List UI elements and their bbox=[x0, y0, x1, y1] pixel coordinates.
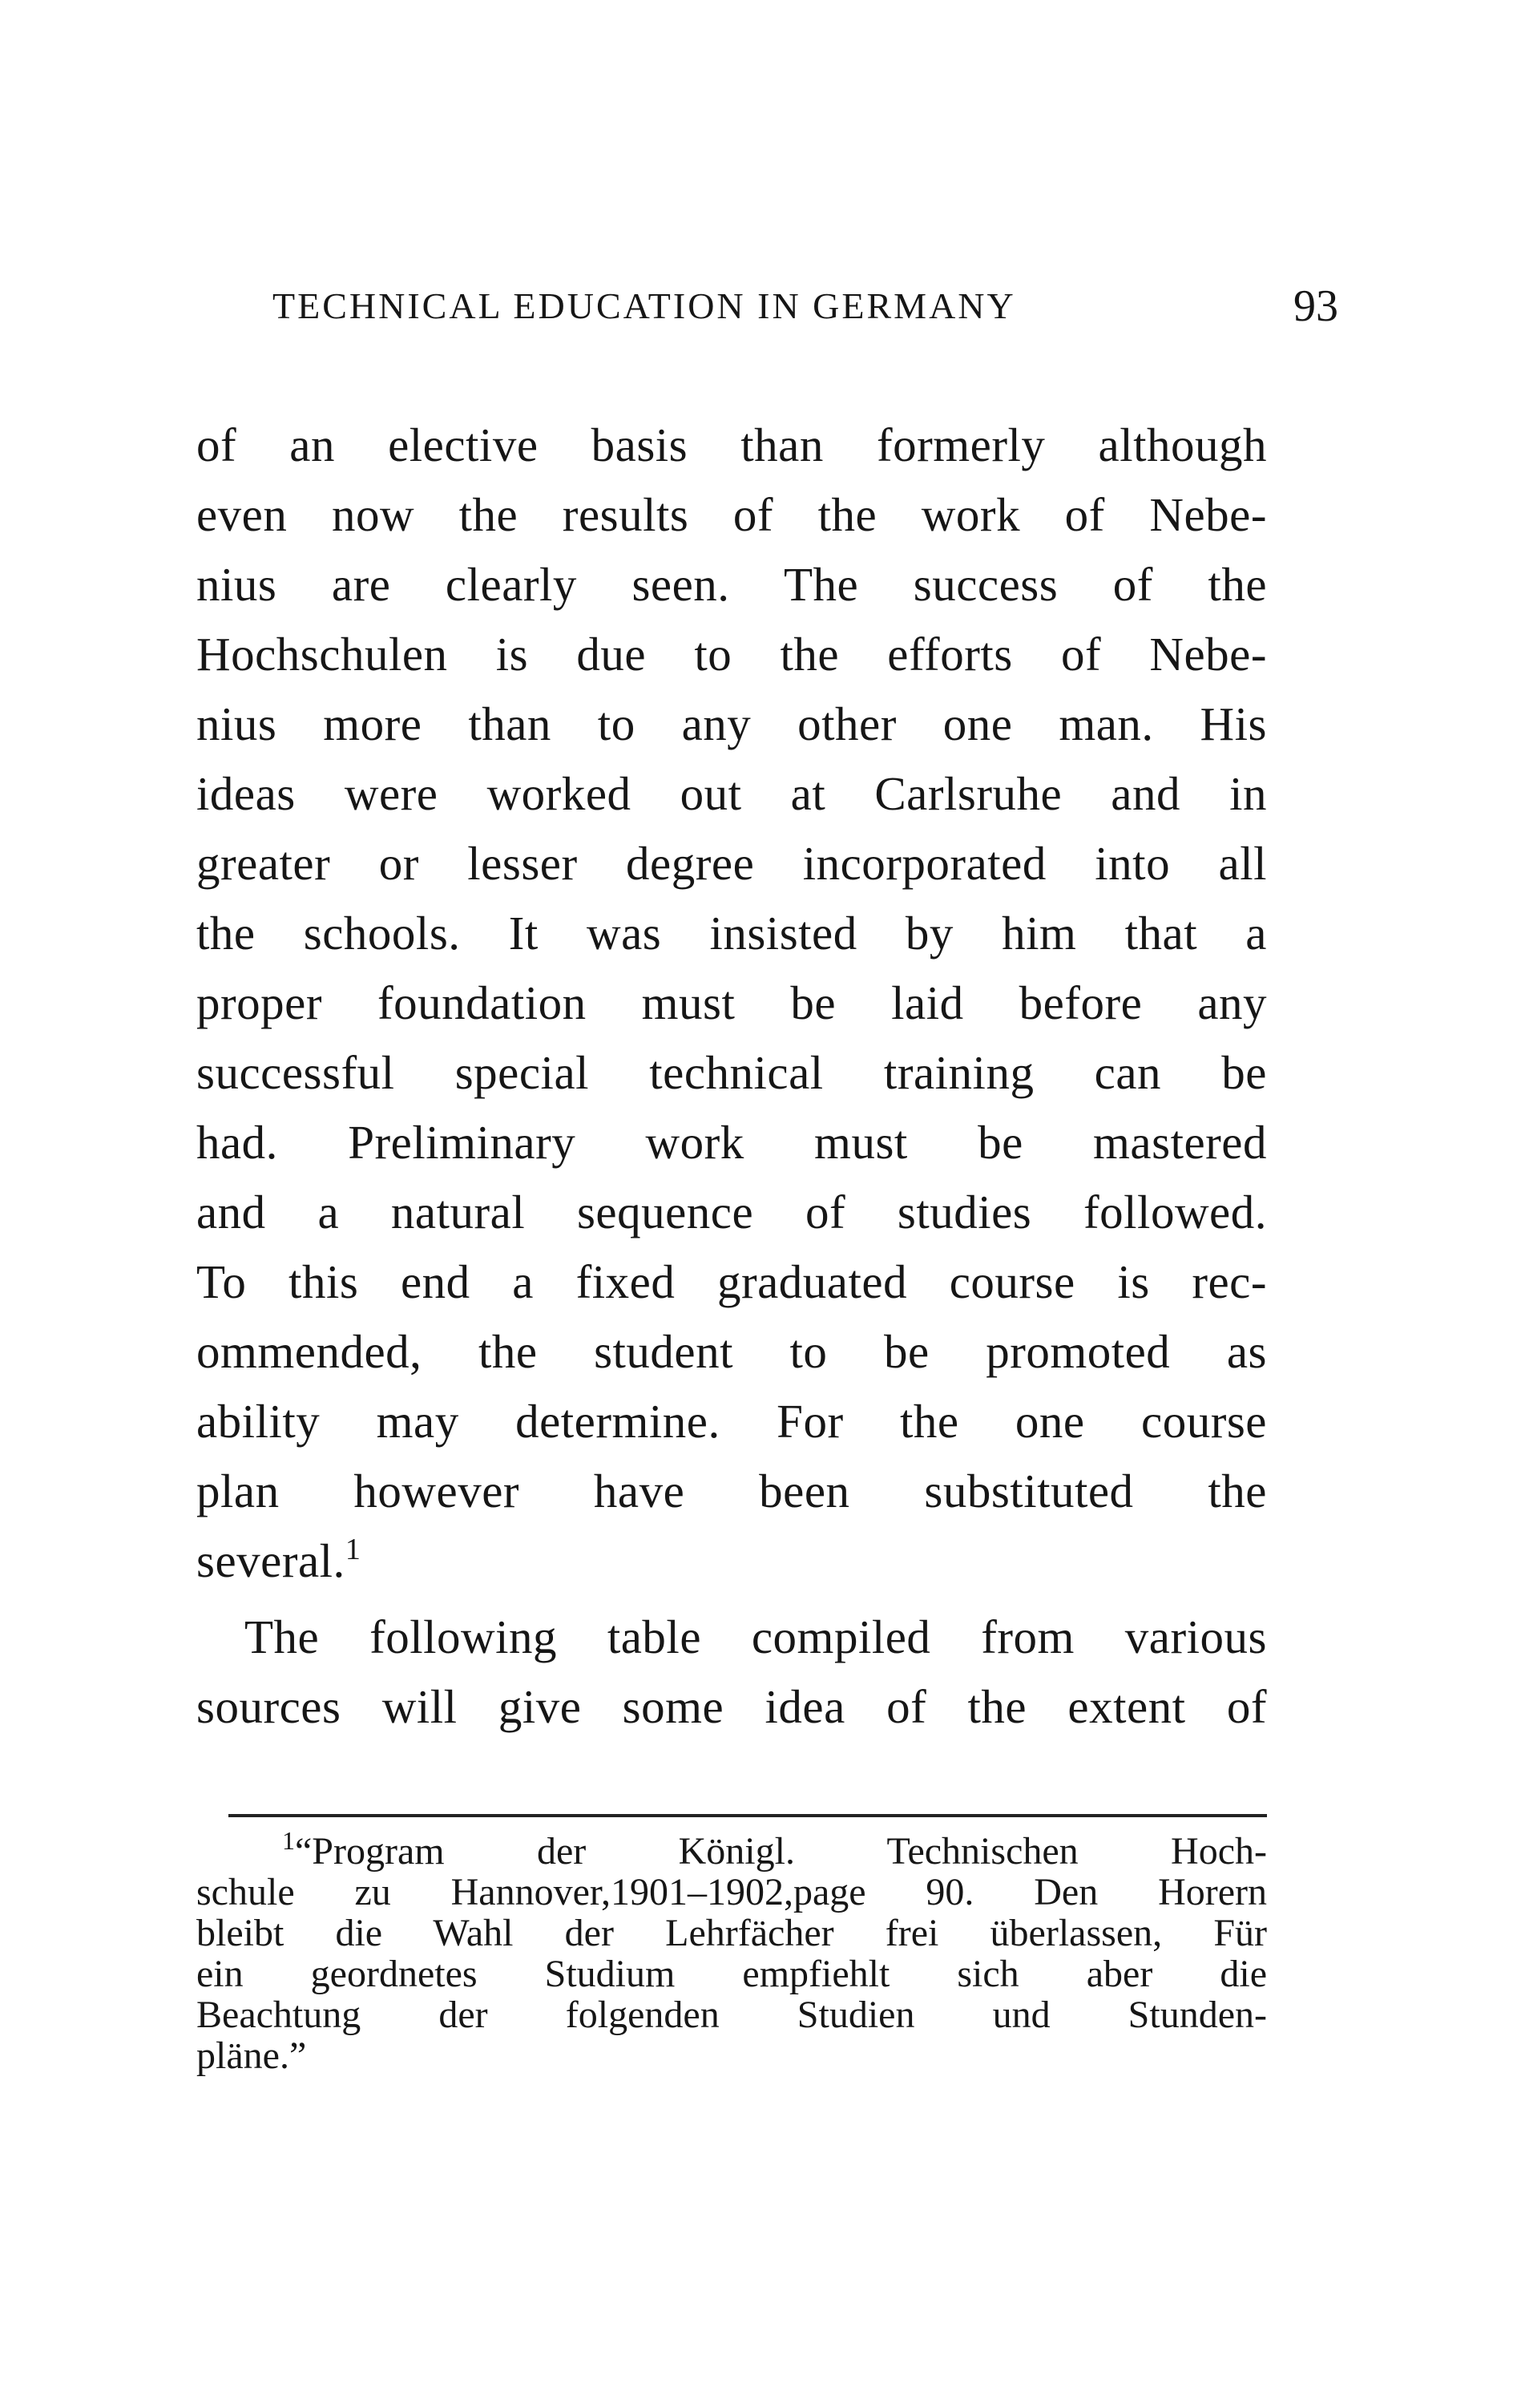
body-line: of an elective basis than formerly although bbox=[196, 418, 1267, 471]
footnote-text: “Program der Königl. Technischen Hoch- bbox=[295, 1830, 1267, 1873]
body-line: plan however have been substituted the bbox=[196, 1465, 1267, 1517]
body-line: nius more than to any other one man. His bbox=[196, 697, 1267, 750]
body-line: the schools. It was insisted by him that a bbox=[196, 907, 1267, 960]
body-line: To this end a fixed graduated course is rec- bbox=[196, 1255, 1267, 1308]
body-line: Hochschulen is due to the efforts of Nebe- bbox=[196, 628, 1267, 681]
paragraph-end-text: several. bbox=[196, 1534, 345, 1587]
footnote-line-last: pläne.” bbox=[196, 2034, 307, 2077]
body-line: nius are clearly seen. The success of the bbox=[196, 558, 1267, 611]
footnote-line: Beachtung der folgenden Studien und Stunden- bbox=[196, 1994, 1267, 2036]
paragraph-2-first-line: The following table compiled from various bbox=[244, 1610, 1267, 1663]
body-line: and a natural sequence of studies followed. bbox=[196, 1186, 1267, 1238]
running-head-title: TECHNICAL EDUCATION IN GERMANY bbox=[272, 285, 1016, 326]
footnote-line: ein geordnetes Studium empfiehlt sich aber die bbox=[196, 1953, 1267, 1995]
footnote-line: bleibt die Wahl der Lehrfächer frei überlassen, Für bbox=[196, 1912, 1267, 1954]
running-head bbox=[272, 282, 1338, 330]
body-line: ommended, the student to be promoted as bbox=[196, 1325, 1267, 1378]
footnote-line bbox=[282, 1826, 1267, 1873]
footnote-rule bbox=[228, 1814, 1267, 1817]
body-line-last bbox=[196, 1533, 1267, 1589]
body-line: had. Preliminary work must be mastered bbox=[196, 1116, 1267, 1169]
footnote-marker: 1 bbox=[282, 1826, 295, 1855]
body-line: successful special technical training can be bbox=[196, 1046, 1267, 1099]
body-line: ability may determine. For the one course bbox=[196, 1395, 1267, 1448]
body-line: sources will give some idea of the extent of bbox=[196, 1680, 1267, 1733]
footnote-reference[interactable]: 1 bbox=[345, 1533, 361, 1566]
footnote-line: schule zu Hannover,1901–1902,page 90. Den Horern bbox=[196, 1871, 1267, 1913]
body-line: ideas were worked out at Carlsruhe and in bbox=[196, 767, 1267, 820]
body-line: even now the results of the work of Nebe- bbox=[196, 488, 1267, 541]
body-line: proper foundation must be laid before any bbox=[196, 976, 1267, 1029]
body-line: greater or lesser degree incorporated into all bbox=[196, 837, 1267, 890]
page-number: 93 bbox=[1293, 281, 1338, 331]
